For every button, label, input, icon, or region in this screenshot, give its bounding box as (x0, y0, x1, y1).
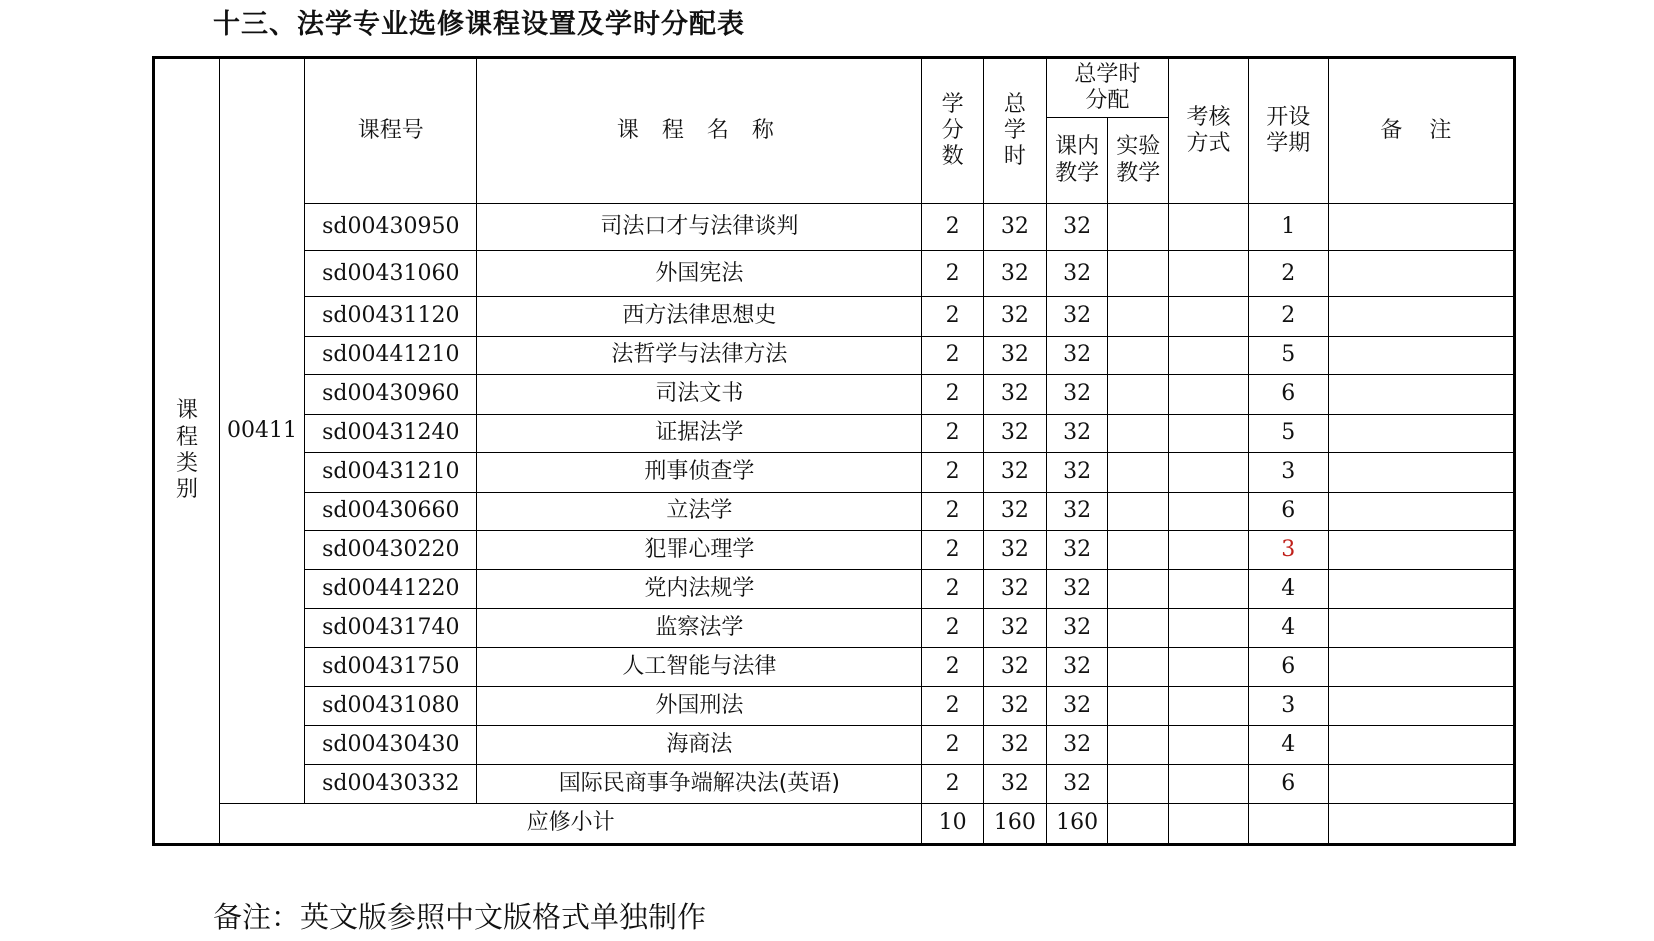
course-code: sd00430960 (305, 375, 477, 415)
course-name: 人工智能与法律 (477, 648, 922, 686)
semester-cell: 6 (1248, 764, 1328, 804)
remarks-cell (1328, 726, 1514, 764)
course-code: sd00430332 (305, 764, 477, 804)
subtotal-total-hours: 160 (983, 804, 1046, 845)
remarks-cell (1328, 297, 1514, 337)
table-row (154, 530, 1515, 570)
course-code: sd00431060 (305, 251, 477, 297)
semester-cell: 4 (1248, 570, 1328, 608)
remarks-cell (1328, 204, 1514, 251)
subtotal-empty-cell (1328, 804, 1514, 845)
course-name: 监察法学 (477, 608, 922, 648)
remarks-cell (1328, 414, 1514, 452)
course-code: sd00431080 (305, 686, 477, 726)
total-hours-cell: 32 (983, 414, 1046, 452)
subtotal-empty-cell (1169, 804, 1249, 845)
subtotal-label: 应修小计 (219, 804, 921, 845)
in-class-cell: 32 (1046, 204, 1108, 251)
total-hours-cell: 32 (983, 726, 1046, 764)
table-row (154, 726, 1515, 764)
assessment-cell (1169, 686, 1249, 726)
in-class-cell: 32 (1046, 453, 1108, 493)
course-code: sd00431740 (305, 608, 477, 648)
course-table (152, 56, 1516, 846)
remarks-cell (1328, 570, 1514, 608)
table-row (154, 251, 1515, 297)
assessment-cell (1169, 608, 1249, 648)
semester-cell: 2 (1248, 297, 1328, 337)
remarks-cell (1328, 453, 1514, 493)
table-row (154, 570, 1515, 608)
table-row (154, 375, 1515, 415)
remarks-cell (1328, 686, 1514, 726)
course-name: 党内法规学 (477, 570, 922, 608)
assessment-cell (1169, 204, 1249, 251)
remarks-cell (1328, 251, 1514, 297)
table-row (154, 297, 1515, 337)
course-name: 犯罪心理学 (477, 530, 922, 570)
in-class-cell: 32 (1046, 375, 1108, 415)
assessment-cell (1169, 414, 1249, 452)
table-row (154, 492, 1515, 530)
experiment-cell (1108, 648, 1169, 686)
remarks-cell (1328, 492, 1514, 530)
semester-cell: 1 (1248, 204, 1328, 251)
course-code: sd00430660 (305, 492, 477, 530)
assessment-cell (1169, 297, 1249, 337)
semester-cell: 3 (1248, 686, 1328, 726)
course-code: sd00430950 (305, 204, 477, 251)
course-code: sd00431750 (305, 648, 477, 686)
credits-cell: 2 (922, 375, 984, 415)
remarks-cell (1328, 375, 1514, 415)
semester-cell: 3 (1248, 453, 1328, 493)
course-no-header: 课程号 (305, 58, 477, 204)
total-hours-cell: 32 (983, 648, 1046, 686)
footnote: 备注：英文版参照中文版格式单独制作 (213, 900, 707, 934)
credits-cell: 2 (922, 297, 984, 337)
total-hours-cell: 32 (983, 336, 1046, 374)
in-class-cell: 32 (1046, 648, 1108, 686)
semester-cell: 2 (1248, 251, 1328, 297)
total-hours-cell: 32 (983, 204, 1046, 251)
in-class-cell: 32 (1046, 336, 1108, 374)
experiment-cell (1108, 251, 1169, 297)
semester-header: 开设学期 (1248, 58, 1328, 204)
experiment-cell (1108, 492, 1169, 530)
in-class-cell: 32 (1046, 251, 1108, 297)
assessment-cell (1169, 375, 1249, 415)
course-name: 法哲学与法律方法 (477, 336, 922, 374)
course-code: sd00441220 (305, 570, 477, 608)
experiment-cell (1108, 530, 1169, 570)
course-name: 外国刑法 (477, 686, 922, 726)
credits-cell: 2 (922, 414, 984, 452)
total-hours-cell: 32 (983, 608, 1046, 648)
in-class-header: 课内教学 (1046, 117, 1108, 203)
table-row (154, 414, 1515, 452)
assessment-cell (1169, 453, 1249, 493)
page-title: 十三、法学专业选修课程设置及学时分配表 (213, 9, 745, 40)
subtotal-empty-cell (1108, 804, 1169, 845)
in-class-cell: 32 (1046, 608, 1108, 648)
remarks-cell (1328, 530, 1514, 570)
semester-cell: 5 (1248, 414, 1328, 452)
semester-cell: 6 (1248, 375, 1328, 415)
total-hours-cell: 32 (983, 570, 1046, 608)
experiment-cell (1108, 726, 1169, 764)
assessment-cell (1169, 726, 1249, 764)
experiment-cell (1108, 414, 1169, 452)
remarks-cell (1328, 648, 1514, 686)
course-name-header: 课 程 名 称 (477, 58, 922, 204)
total-hours-cell: 32 (983, 686, 1046, 726)
course-code: sd00431240 (305, 414, 477, 452)
experiment-cell (1108, 570, 1169, 608)
course-code: sd00430430 (305, 726, 477, 764)
course-name: 证据法学 (477, 414, 922, 452)
credits-cell: 2 (922, 726, 984, 764)
in-class-cell: 32 (1046, 686, 1108, 726)
credits-cell: 2 (922, 570, 984, 608)
credits-cell: 2 (922, 530, 984, 570)
in-class-cell: 32 (1046, 297, 1108, 337)
remarks-cell (1328, 608, 1514, 648)
course-name: 国际民商事争端解决法(英语) (477, 764, 922, 804)
course-name: 外国宪法 (477, 251, 922, 297)
in-class-cell: 32 (1046, 764, 1108, 804)
course-name: 西方法律思想史 (477, 297, 922, 337)
table-row (154, 336, 1515, 374)
table-row (154, 453, 1515, 493)
course-name: 立法学 (477, 492, 922, 530)
table-row (154, 686, 1515, 726)
credits-cell: 2 (922, 686, 984, 726)
total-hours-cell: 32 (983, 375, 1046, 415)
header-row-1 (154, 58, 1515, 118)
assessment-cell (1169, 648, 1249, 686)
course-name: 海商法 (477, 726, 922, 764)
total-hours-cell: 32 (983, 453, 1046, 493)
total-hours-cell: 32 (983, 297, 1046, 337)
in-class-cell: 32 (1046, 570, 1108, 608)
table-row (154, 648, 1515, 686)
total-hours-cell: 32 (983, 530, 1046, 570)
semester-cell: 4 (1248, 726, 1328, 764)
in-class-cell: 32 (1046, 726, 1108, 764)
course-name: 司法文书 (477, 375, 922, 415)
assessment-cell (1169, 530, 1249, 570)
credits-cell: 2 (922, 764, 984, 804)
experiment-cell (1108, 686, 1169, 726)
experiment-cell (1108, 764, 1169, 804)
credits-cell: 2 (922, 453, 984, 493)
subtotal-empty-cell (1248, 804, 1328, 845)
semester-cell: 6 (1248, 492, 1328, 530)
semester-cell: 3 (1248, 530, 1328, 570)
assessment-cell (1169, 336, 1249, 374)
table-row (154, 204, 1515, 251)
hours-split-header: 总学时分配 (1046, 58, 1168, 118)
course-code: sd00430220 (305, 530, 477, 570)
remarks-header: 备 注 (1328, 58, 1514, 204)
credits-cell: 2 (922, 492, 984, 530)
course-code: sd00431210 (305, 453, 477, 493)
assessment-cell (1169, 251, 1249, 297)
remarks-cell (1328, 764, 1514, 804)
total-hours-cell: 32 (983, 251, 1046, 297)
experiment-cell (1108, 336, 1169, 374)
experiment-cell (1108, 453, 1169, 493)
credits-cell: 2 (922, 608, 984, 648)
assessment-cell (1169, 764, 1249, 804)
subtotal-credits: 10 (922, 804, 984, 845)
subtotal-in-class: 160 (1046, 804, 1108, 845)
assessment-cell (1169, 492, 1249, 530)
assessment-cell (1169, 570, 1249, 608)
category-header: 课程类别 (154, 58, 220, 845)
experiment-cell (1108, 375, 1169, 415)
course-name: 司法口才与法律谈判 (477, 204, 922, 251)
course-code: sd00431120 (305, 297, 477, 337)
table-row (154, 764, 1515, 804)
course-name: 刑事侦查学 (477, 453, 922, 493)
subtotal-row (154, 804, 1515, 845)
in-class-cell: 32 (1046, 492, 1108, 530)
group-code: 00411 (219, 58, 304, 804)
credits-cell: 2 (922, 648, 984, 686)
experiment-cell (1108, 297, 1169, 337)
credits-header: 学分数 (922, 58, 984, 204)
in-class-cell: 32 (1046, 530, 1108, 570)
semester-cell: 5 (1248, 336, 1328, 374)
semester-cell: 4 (1248, 608, 1328, 648)
credits-cell: 2 (922, 251, 984, 297)
experiment-cell (1108, 608, 1169, 648)
course-code: sd00441210 (305, 336, 477, 374)
total-hours-cell: 32 (983, 492, 1046, 530)
table-row (154, 608, 1515, 648)
credits-cell: 2 (922, 204, 984, 251)
remarks-cell (1328, 336, 1514, 374)
in-class-cell: 32 (1046, 414, 1108, 452)
credits-cell: 2 (922, 336, 984, 374)
total-hours-header: 总学时 (983, 58, 1046, 204)
total-hours-cell: 32 (983, 764, 1046, 804)
semester-cell: 6 (1248, 648, 1328, 686)
assessment-header: 考核方式 (1169, 58, 1249, 204)
experiment-cell (1108, 204, 1169, 251)
experiment-header: 实验教学 (1108, 117, 1169, 203)
